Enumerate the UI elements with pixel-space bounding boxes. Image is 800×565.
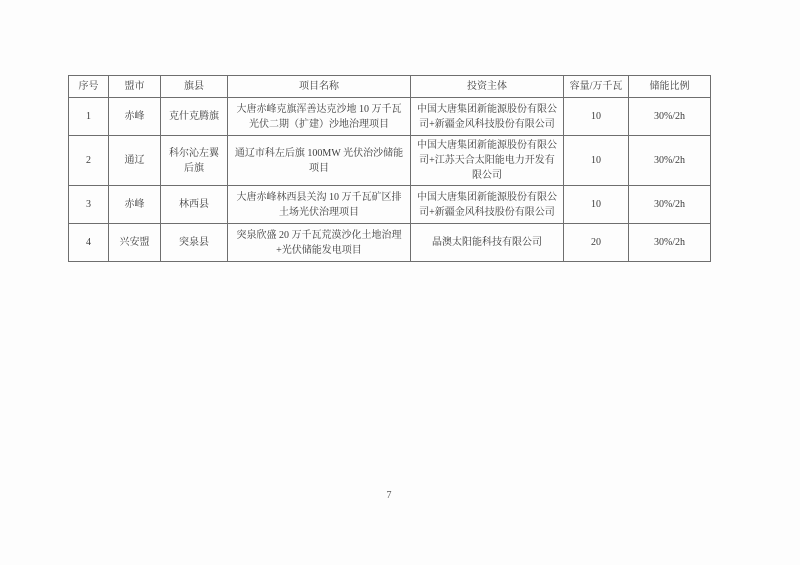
cell-county: 突泉县 [161, 224, 228, 262]
cell-index: 1 [69, 98, 109, 136]
cell-county: 林西县 [161, 186, 228, 224]
cell-project: 大唐赤峰林西县关沟 10 万千瓦矿区排土场光伏治理项目 [228, 186, 411, 224]
cell-storage: 30%/2h [629, 224, 711, 262]
table-row [69, 224, 711, 262]
cell-investor: 中国大唐集团新能源股份有限公司+江苏天合太阳能电力开发有限公司 [411, 136, 564, 186]
cell-city: 赤峰 [109, 98, 161, 136]
cell-city: 赤峰 [109, 186, 161, 224]
header-cell-city: 盟市 [109, 76, 161, 98]
header-cell-storage: 储能比例 [629, 76, 711, 98]
header-cell-project: 项目名称 [228, 76, 411, 98]
cell-index: 3 [69, 186, 109, 224]
header-cell-investor: 投资主体 [411, 76, 564, 98]
cell-capacity: 10 [564, 136, 629, 186]
page-number: 7 [386, 490, 392, 501]
cell-project: 突泉欣盛 20 万千瓦荒漠沙化土地治理+光伏储能发电项目 [228, 224, 411, 262]
cell-investor: 中国大唐集团新能源股份有限公司+新疆金风科技股份有限公司 [411, 98, 564, 136]
cell-county: 科尔沁左翼后旗 [161, 136, 228, 186]
cell-capacity: 10 [564, 98, 629, 136]
cell-investor: 晶澳太阳能科技有限公司 [411, 224, 564, 262]
table-row [69, 98, 711, 136]
cell-county: 克什克腾旗 [161, 98, 228, 136]
header-cell-index: 序号 [69, 76, 109, 98]
cell-storage: 30%/2h [629, 186, 711, 224]
table-row [69, 186, 711, 224]
cell-project: 大唐赤峰克旗浑善达克沙地 10 万千瓦光伏二期（扩建）沙地治理项目 [228, 98, 411, 136]
cell-storage: 30%/2h [629, 136, 711, 186]
project-table [68, 75, 711, 262]
table-row [69, 136, 711, 186]
cell-investor: 中国大唐集团新能源股份有限公司+新疆金风科技股份有限公司 [411, 186, 564, 224]
cell-project: 通辽市科左后旗 100MW 光伏治沙储能项目 [228, 136, 411, 186]
cell-index: 4 [69, 224, 109, 262]
cell-capacity: 10 [564, 186, 629, 224]
header-cell-county: 旗县 [161, 76, 228, 98]
cell-storage: 30%/2h [629, 98, 711, 136]
cell-index: 2 [69, 136, 109, 186]
cell-city: 通辽 [109, 136, 161, 186]
cell-capacity: 20 [564, 224, 629, 262]
table-header-row [69, 76, 711, 98]
cell-city: 兴安盟 [109, 224, 161, 262]
header-cell-capacity: 容量/万千瓦 [564, 76, 629, 98]
